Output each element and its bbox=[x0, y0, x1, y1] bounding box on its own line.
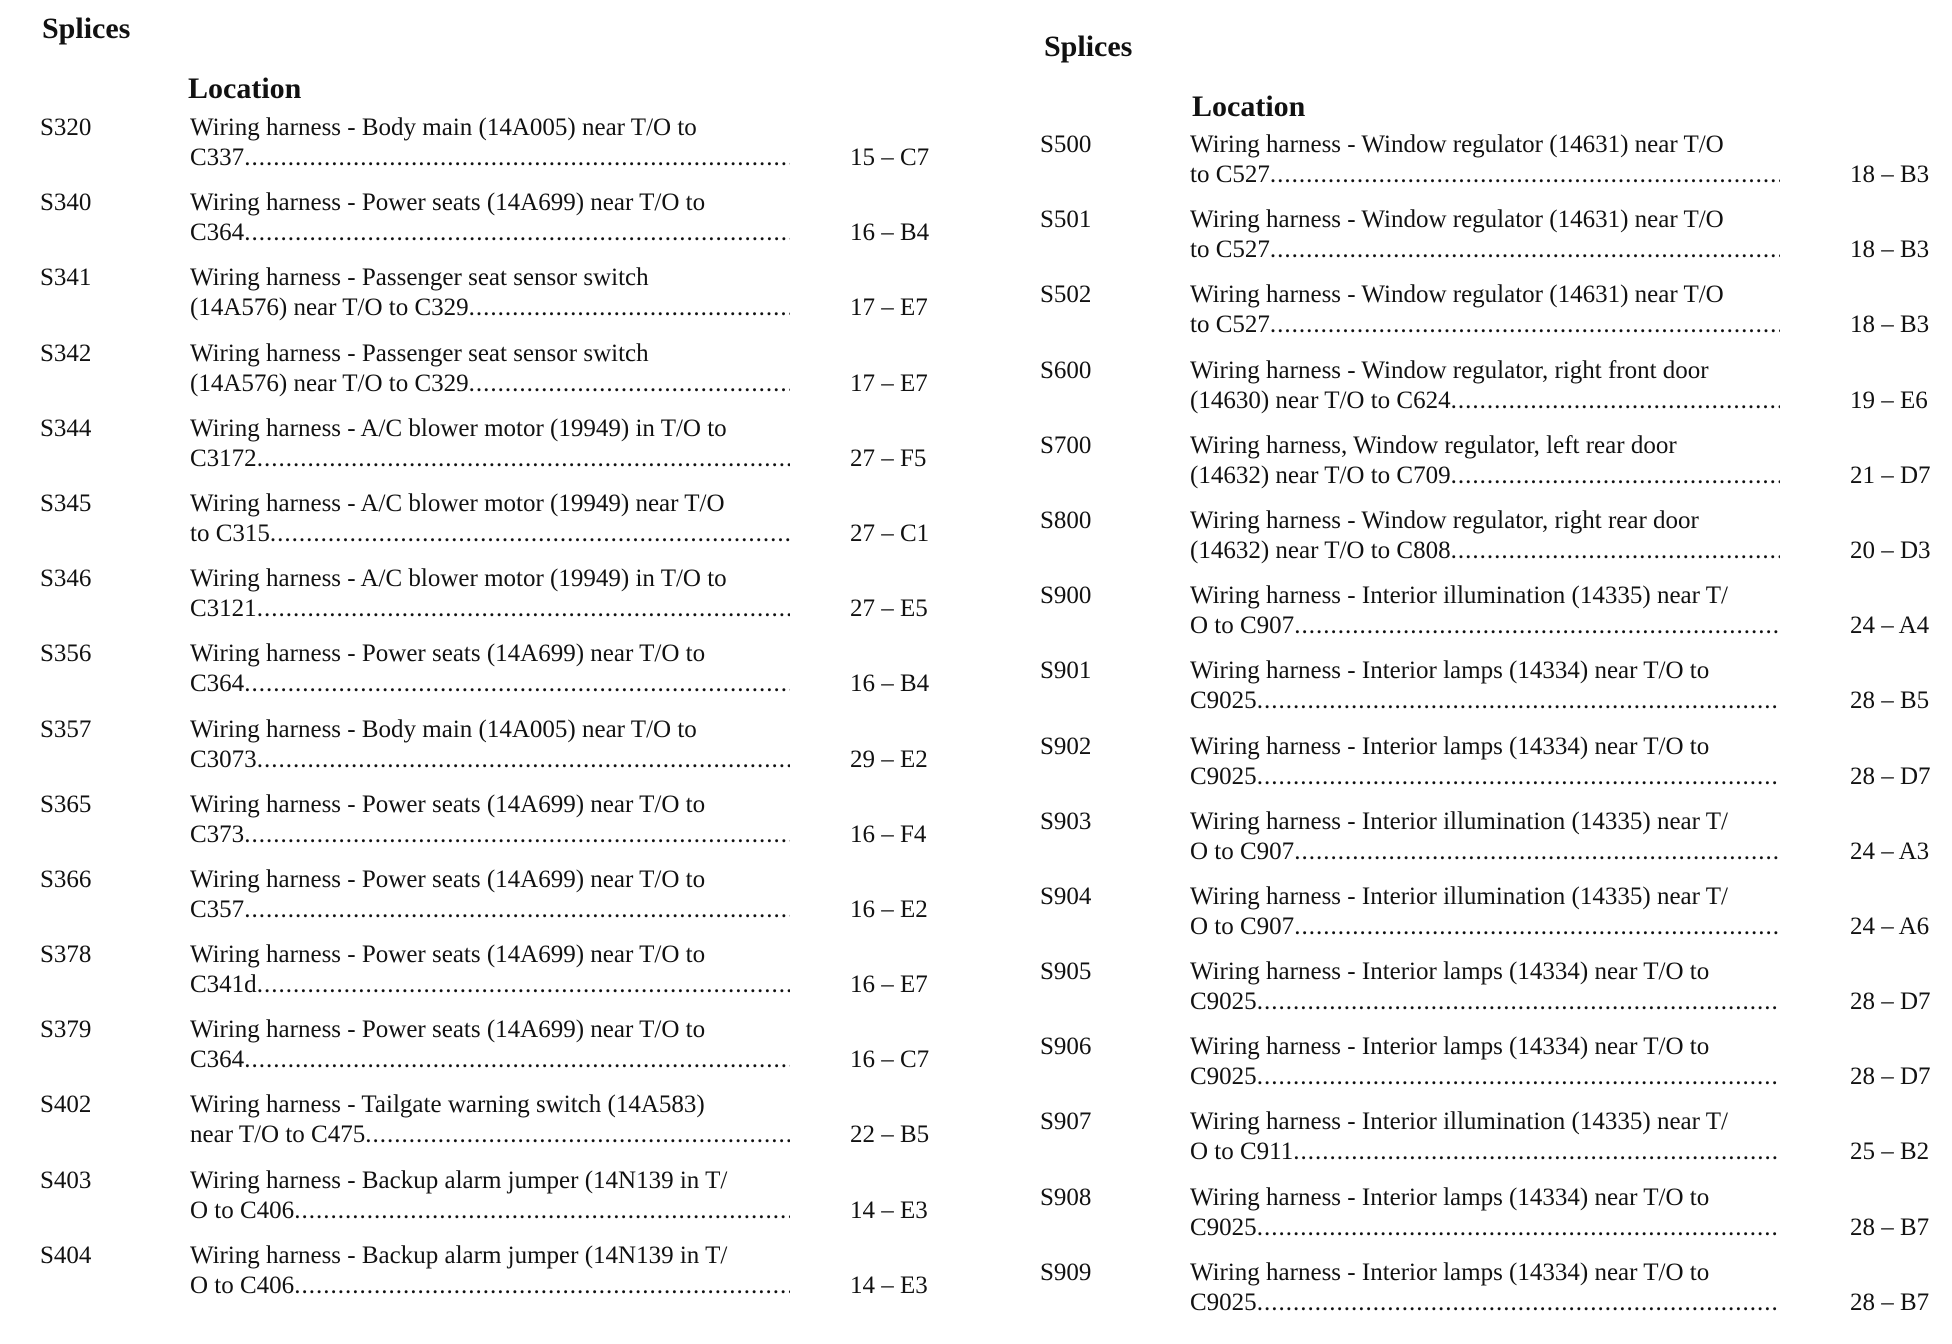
description-line-1: Wiring harness - Interior lamps (14334) near T/O to bbox=[1190, 1033, 1710, 1061]
dot-leader bbox=[257, 970, 790, 1000]
splice-code: S905 bbox=[1040, 958, 1092, 986]
splice-description bbox=[190, 113, 790, 173]
left-heading: Splices bbox=[42, 12, 131, 45]
splice-code: S357 bbox=[40, 715, 92, 743]
grid-reference: 28 – D7 bbox=[1850, 988, 1931, 1016]
description-line-2: C357 bbox=[190, 895, 245, 923]
description-line-2-row bbox=[1190, 310, 1780, 340]
description-line-2-row bbox=[190, 143, 790, 173]
description-line-2: C364 bbox=[190, 219, 245, 247]
description-line-2: to C527 bbox=[1190, 236, 1270, 264]
description-line-2-row bbox=[190, 895, 790, 925]
description-line-1: Wiring harness - Interior illumination (14335) near T/ bbox=[1190, 882, 1728, 910]
splice-code: S908 bbox=[1040, 1183, 1092, 1211]
description-line-1: Wiring harness - Power seats (14A699) near T/O to bbox=[190, 865, 706, 893]
dot-leader bbox=[257, 745, 790, 775]
splice-entry bbox=[20, 564, 950, 639]
description-line-2: C9025 bbox=[1190, 762, 1257, 790]
description-line-2: C364 bbox=[190, 670, 245, 698]
description-line-2: C341d bbox=[190, 971, 257, 999]
description-line-2: (14630) near T/O to C624 bbox=[1190, 386, 1451, 414]
right-entries bbox=[1020, 130, 1940, 1333]
dot-leader bbox=[1257, 1213, 1780, 1243]
description-line-1: Wiring harness - Power seats (14A699) near T/O to bbox=[190, 640, 706, 668]
splice-description bbox=[1190, 506, 1780, 566]
splice-code: S320 bbox=[40, 114, 92, 141]
dot-leader bbox=[294, 1196, 790, 1226]
splice-entry bbox=[1020, 957, 1940, 1032]
description-line-2: to C315 bbox=[190, 519, 270, 547]
splice-description bbox=[190, 188, 790, 248]
dot-leader bbox=[469, 293, 790, 323]
description-line-2: O to C406 bbox=[190, 1271, 295, 1299]
dot-leader bbox=[1257, 686, 1780, 716]
splice-entry bbox=[20, 1166, 950, 1241]
description-line-2-row bbox=[1190, 1137, 1780, 1167]
description-line-1: Wiring harness, Window regulator, left rear door bbox=[1190, 431, 1677, 459]
grid-reference: 16 – F4 bbox=[850, 820, 927, 848]
splice-description bbox=[190, 414, 790, 474]
splice-code: S502 bbox=[1040, 281, 1092, 309]
grid-reference: 24 – A6 bbox=[1850, 912, 1930, 940]
grid-reference: 18 – B3 bbox=[1850, 311, 1930, 339]
splice-code: S904 bbox=[1040, 882, 1092, 910]
splice-entry bbox=[20, 113, 950, 188]
description-line-2-row bbox=[1190, 1213, 1780, 1243]
splice-entry bbox=[1020, 205, 1940, 280]
splice-entry bbox=[1020, 882, 1940, 957]
description-line-2-row bbox=[190, 1120, 790, 1150]
splice-description bbox=[1190, 205, 1780, 265]
description-line-2: C3172 bbox=[190, 444, 257, 472]
description-line-1: Wiring harness - Passenger seat sensor switch bbox=[190, 339, 649, 367]
splice-code: S341 bbox=[40, 264, 92, 292]
splice-code: S800 bbox=[1040, 506, 1092, 534]
splice-code: S402 bbox=[40, 1091, 92, 1119]
splice-entry bbox=[1020, 1032, 1940, 1107]
description-line-1: Wiring harness - Passenger seat sensor switch bbox=[190, 264, 649, 292]
splice-description bbox=[190, 790, 790, 850]
dot-leader bbox=[1270, 160, 1780, 190]
splice-entry bbox=[20, 489, 950, 564]
splice-description bbox=[1190, 356, 1780, 416]
description-line-1: Wiring harness - Interior lamps (14334) near T/O to bbox=[1190, 958, 1710, 986]
description-line-1: Wiring harness - Power seats (14A699) near T/O to bbox=[190, 941, 706, 969]
description-line-2: C373 bbox=[190, 820, 245, 848]
description-line-1: Wiring harness - Tailgate warning switch (14A583) bbox=[190, 1091, 705, 1119]
description-line-1: Wiring harness - Window regulator, right rear door bbox=[1190, 506, 1699, 534]
left-subheading: Location bbox=[188, 72, 302, 105]
splice-entry bbox=[1020, 280, 1940, 355]
splice-entry bbox=[1020, 1183, 1940, 1258]
right-subheading: Location bbox=[1192, 90, 1306, 123]
grid-reference: 14 – E3 bbox=[850, 1271, 928, 1299]
splice-entry bbox=[1020, 431, 1940, 506]
description-line-2: to C527 bbox=[1190, 161, 1270, 188]
splice-entry bbox=[20, 940, 950, 1015]
splice-description bbox=[190, 1090, 790, 1150]
description-line-1: Wiring harness - Interior illumination (14335) near T/ bbox=[1190, 582, 1728, 610]
grid-reference: 29 – E2 bbox=[850, 745, 928, 773]
splice-entry bbox=[20, 1015, 950, 1090]
description-line-2: (14A576) near T/O to C329 bbox=[190, 294, 469, 322]
splice-entry bbox=[1020, 807, 1940, 882]
description-line-1: Wiring harness - Interior lamps (14334) near T/O to bbox=[1190, 1258, 1710, 1286]
grid-reference: 14 – E3 bbox=[850, 1196, 928, 1224]
splice-entry bbox=[20, 1241, 950, 1316]
description-line-2: C9025 bbox=[1190, 687, 1257, 715]
splice-description bbox=[1190, 807, 1780, 867]
dot-leader bbox=[244, 895, 790, 925]
description-line-1: Wiring harness - Power seats (14A699) near T/O to bbox=[190, 189, 706, 217]
description-line-2-row bbox=[1190, 611, 1780, 641]
description-line-2-row bbox=[1190, 536, 1780, 566]
splice-code: S340 bbox=[40, 189, 92, 217]
splice-entry bbox=[20, 263, 950, 338]
description-line-2-row bbox=[1190, 386, 1780, 416]
splice-entry bbox=[1020, 356, 1940, 431]
description-line-1: Wiring harness - Window regulator, right front door bbox=[1190, 356, 1709, 384]
description-line-2-row bbox=[1190, 461, 1780, 491]
grid-reference: 15 – C7 bbox=[850, 144, 930, 171]
dot-leader bbox=[1293, 1137, 1780, 1167]
description-line-2: to C527 bbox=[1190, 311, 1270, 339]
dot-leader bbox=[294, 1271, 790, 1301]
splice-code: S344 bbox=[40, 414, 92, 442]
splice-description bbox=[190, 1241, 790, 1301]
grid-reference: 16 – E2 bbox=[850, 895, 928, 923]
splice-code: S342 bbox=[40, 339, 92, 367]
splice-code: S901 bbox=[1040, 657, 1092, 685]
description-line-2-row bbox=[190, 519, 790, 549]
description-line-2: O to C907 bbox=[1190, 837, 1295, 865]
description-line-2: near T/O to C475 bbox=[190, 1121, 366, 1149]
description-line-2: O to C406 bbox=[190, 1196, 295, 1224]
grid-reference: 27 – E5 bbox=[850, 595, 928, 623]
description-line-1: Wiring harness - Interior lamps (14334) near T/O to bbox=[1190, 657, 1710, 685]
grid-reference: 16 – B4 bbox=[850, 219, 930, 247]
description-line-2: C364 bbox=[190, 1046, 245, 1074]
grid-reference: 16 – B4 bbox=[850, 670, 930, 698]
splice-entry bbox=[20, 1090, 950, 1165]
description-line-2-row bbox=[1190, 1062, 1780, 1092]
splice-entry bbox=[1020, 506, 1940, 581]
grid-reference: 28 – B7 bbox=[1850, 1213, 1930, 1241]
description-line-2-row bbox=[190, 820, 790, 850]
splice-description bbox=[190, 564, 790, 624]
splice-code: S379 bbox=[40, 1016, 92, 1044]
description-line-2: C3121 bbox=[190, 595, 257, 623]
splice-description bbox=[190, 489, 790, 549]
dot-leader bbox=[244, 820, 790, 850]
dot-leader bbox=[257, 444, 790, 474]
dot-leader bbox=[244, 143, 790, 173]
splice-description bbox=[1190, 280, 1780, 340]
description-line-2: C9025 bbox=[1190, 1063, 1257, 1091]
splice-code: S346 bbox=[40, 565, 92, 593]
grid-reference: 24 – A3 bbox=[1850, 837, 1930, 865]
splice-description bbox=[190, 1015, 790, 1075]
grid-reference: 28 – D7 bbox=[1850, 762, 1931, 790]
description-line-2: C9025 bbox=[1190, 988, 1257, 1016]
splice-description bbox=[190, 339, 790, 399]
description-line-2: O to C907 bbox=[1190, 612, 1295, 640]
description-line-1: Wiring harness - Interior lamps (14334) near T/O to bbox=[1190, 1183, 1710, 1211]
left-entries bbox=[20, 113, 950, 1316]
splice-code: S907 bbox=[1040, 1108, 1092, 1136]
description-line-2-row bbox=[1190, 762, 1780, 792]
grid-reference: 28 – B5 bbox=[1850, 687, 1930, 715]
description-line-2: C3073 bbox=[190, 745, 257, 773]
description-line-2: (14632) near T/O to C709 bbox=[1190, 461, 1451, 489]
grid-reference: 18 – B3 bbox=[1850, 236, 1930, 264]
description-line-2: O to C911 bbox=[1190, 1138, 1294, 1166]
grid-reference: 27 – C1 bbox=[850, 519, 930, 547]
description-line-2-row bbox=[1190, 1288, 1780, 1318]
grid-reference: 24 – A4 bbox=[1850, 612, 1930, 640]
splice-description bbox=[1190, 431, 1780, 491]
right-heading: Splices bbox=[1044, 30, 1133, 63]
dot-leader bbox=[1451, 536, 1780, 566]
splice-description bbox=[1190, 732, 1780, 792]
splice-description bbox=[190, 715, 790, 775]
splice-description bbox=[1190, 1032, 1780, 1092]
description-line-2-row bbox=[1190, 686, 1780, 716]
splice-entry bbox=[20, 715, 950, 790]
description-line-2: (14632) near T/O to C808 bbox=[1190, 536, 1451, 564]
splice-code: S345 bbox=[40, 489, 92, 517]
description-line-2-row bbox=[1190, 912, 1780, 942]
splice-entry bbox=[20, 188, 950, 263]
dot-leader bbox=[244, 218, 790, 248]
description-line-1: Wiring harness - Interior lamps (14334) near T/O to bbox=[1190, 732, 1710, 760]
description-line-2-row bbox=[1190, 837, 1780, 867]
grid-reference: 17 – E7 bbox=[850, 294, 928, 322]
splice-description bbox=[190, 865, 790, 925]
description-line-1: Wiring harness - Body main (14A005) near T/O to bbox=[190, 114, 697, 141]
splice-description bbox=[1190, 130, 1780, 190]
grid-reference: 22 – B5 bbox=[850, 1121, 930, 1149]
splice-description bbox=[1190, 1107, 1780, 1167]
splice-entry bbox=[1020, 1107, 1940, 1182]
description-line-2-row bbox=[190, 218, 790, 248]
splice-code: S403 bbox=[40, 1166, 92, 1194]
description-line-2-row bbox=[1190, 160, 1780, 190]
splice-code: S600 bbox=[1040, 356, 1092, 384]
description-line-2-row bbox=[190, 1196, 790, 1226]
description-line-1: Wiring harness - Power seats (14A699) near T/O to bbox=[190, 1016, 706, 1044]
grid-reference: 19 – E6 bbox=[1850, 386, 1928, 414]
splice-code: S903 bbox=[1040, 807, 1092, 835]
grid-reference: 20 – D3 bbox=[1850, 536, 1931, 564]
dot-leader bbox=[1451, 386, 1780, 416]
description-line-1: Wiring harness - A/C blower motor (19949) near T/O bbox=[190, 489, 725, 517]
dot-leader bbox=[1294, 837, 1780, 867]
description-line-1: Wiring harness - Window regulator (14631) near T/O bbox=[1190, 281, 1724, 309]
splice-code: S501 bbox=[1040, 206, 1092, 234]
description-line-1: Wiring harness - A/C blower motor (19949) in T/O to bbox=[190, 414, 727, 442]
grid-reference: 28 – D7 bbox=[1850, 1063, 1931, 1091]
description-line-2-row bbox=[190, 444, 790, 474]
splice-description bbox=[190, 1166, 790, 1226]
splice-code: S700 bbox=[1040, 431, 1092, 459]
description-line-2: O to C907 bbox=[1190, 912, 1295, 940]
grid-reference: 18 – B3 bbox=[1850, 161, 1930, 188]
dot-leader bbox=[1257, 1062, 1780, 1092]
splice-entry bbox=[20, 339, 950, 414]
splice-code: S366 bbox=[40, 865, 92, 893]
splice-code: S356 bbox=[40, 640, 92, 668]
dot-leader bbox=[1257, 762, 1780, 792]
description-line-1: Wiring harness - Power seats (14A699) near T/O to bbox=[190, 790, 706, 818]
splice-entry bbox=[1020, 581, 1940, 656]
dot-leader bbox=[1294, 912, 1780, 942]
splice-code: S909 bbox=[1040, 1258, 1092, 1286]
description-line-1: Wiring harness - Interior illumination (14335) near T/ bbox=[1190, 1108, 1728, 1136]
grid-reference: 27 – F5 bbox=[850, 444, 927, 472]
splice-entry bbox=[1020, 1258, 1940, 1333]
description-line-1: Wiring harness - Body main (14A005) near T/O to bbox=[190, 715, 697, 743]
dot-leader bbox=[244, 1045, 790, 1075]
description-line-2-row bbox=[1190, 987, 1780, 1017]
description-line-1: Wiring harness - Window regulator (14631) near T/O bbox=[1190, 206, 1724, 234]
splice-code: S378 bbox=[40, 941, 92, 969]
description-line-1: Wiring harness - Interior illumination (14335) near T/ bbox=[1190, 807, 1728, 835]
dot-leader bbox=[244, 669, 790, 699]
description-line-2-row bbox=[190, 293, 790, 323]
dot-leader bbox=[257, 594, 790, 624]
description-line-2: C337 bbox=[190, 144, 245, 171]
grid-reference: 21 – D7 bbox=[1850, 461, 1931, 489]
splice-entry bbox=[20, 639, 950, 714]
grid-reference: 25 – B2 bbox=[1850, 1138, 1930, 1166]
splice-description bbox=[190, 639, 790, 699]
description-line-2-row bbox=[1190, 235, 1780, 265]
splice-entry bbox=[20, 865, 950, 940]
description-line-1: Wiring harness - Backup alarm jumper (14N139 in T/ bbox=[190, 1241, 728, 1269]
grid-reference: 16 – E7 bbox=[850, 971, 928, 999]
splice-description bbox=[1190, 882, 1780, 942]
description-line-1: Wiring harness - Window regulator (14631) near T/O bbox=[1190, 131, 1724, 158]
grid-reference: 17 – E7 bbox=[850, 369, 928, 397]
description-line-2-row bbox=[190, 669, 790, 699]
splice-entry bbox=[1020, 130, 1940, 205]
splice-entry bbox=[20, 414, 950, 489]
splice-description bbox=[1190, 581, 1780, 641]
splice-code: S900 bbox=[1040, 582, 1092, 610]
dot-leader bbox=[1257, 987, 1780, 1017]
description-line-2: C9025 bbox=[1190, 1288, 1257, 1316]
splice-description bbox=[190, 263, 790, 323]
description-line-2-row bbox=[190, 745, 790, 775]
dot-leader bbox=[270, 519, 790, 549]
dot-leader bbox=[1257, 1288, 1780, 1318]
dot-leader bbox=[1270, 310, 1780, 340]
splice-description bbox=[1190, 656, 1780, 716]
splice-code: S404 bbox=[40, 1241, 92, 1269]
splice-code: S365 bbox=[40, 790, 92, 818]
description-line-2-row bbox=[190, 1045, 790, 1075]
grid-reference: 28 – B7 bbox=[1850, 1288, 1930, 1316]
description-line-2-row bbox=[190, 1271, 790, 1301]
dot-leader bbox=[1270, 235, 1780, 265]
splice-description bbox=[1190, 1258, 1780, 1318]
splice-code: S906 bbox=[1040, 1033, 1092, 1061]
splice-code: S500 bbox=[1040, 131, 1092, 158]
description-line-2-row bbox=[190, 369, 790, 399]
dot-leader bbox=[1451, 461, 1780, 491]
splice-entry bbox=[20, 790, 950, 865]
splice-description bbox=[1190, 1183, 1780, 1243]
description-line-2: C9025 bbox=[1190, 1213, 1257, 1241]
description-line-2-row bbox=[190, 594, 790, 624]
dot-leader bbox=[469, 369, 790, 399]
description-line-2-row bbox=[190, 970, 790, 1000]
description-line-2: (14A576) near T/O to C329 bbox=[190, 369, 469, 397]
dot-leader bbox=[365, 1120, 790, 1150]
splice-description bbox=[190, 940, 790, 1000]
grid-reference: 16 – C7 bbox=[850, 1046, 930, 1074]
splice-code: S902 bbox=[1040, 732, 1092, 760]
description-line-1: Wiring harness - A/C blower motor (19949) in T/O to bbox=[190, 565, 727, 593]
dot-leader bbox=[1294, 611, 1780, 641]
splice-entry bbox=[1020, 732, 1940, 807]
splice-entry bbox=[1020, 656, 1940, 731]
description-line-1: Wiring harness - Backup alarm jumper (14N139 in T/ bbox=[190, 1166, 728, 1194]
splice-description bbox=[1190, 957, 1780, 1017]
